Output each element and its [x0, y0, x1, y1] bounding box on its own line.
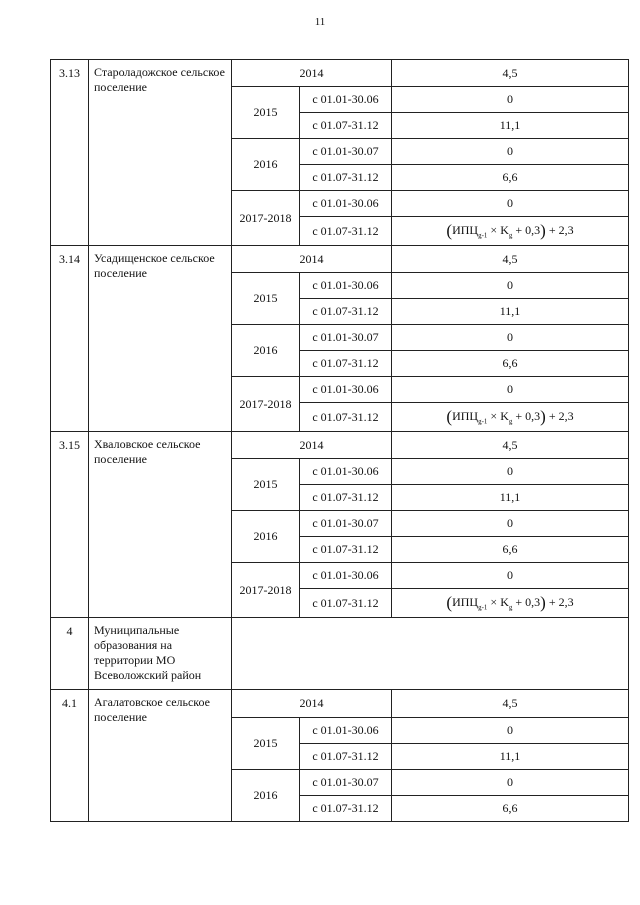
formula-times: × [487, 223, 501, 237]
period-cell: с 01.07-31.12 [300, 537, 392, 563]
group-name: Муниципальные образования на территории МО Всеволожский район [89, 618, 232, 690]
period-cell: с 01.01-30.06 [300, 459, 392, 485]
formula-cell [392, 403, 629, 432]
period-cell: с 01.01-30.06 [300, 377, 392, 403]
tariff-table [50, 59, 629, 822]
year-cell: 2016 [232, 511, 300, 563]
value-cell: 0 [392, 191, 629, 217]
formula [446, 221, 574, 240]
formula-k-subscript: g [508, 231, 513, 240]
formula [446, 407, 574, 426]
period-cell: с 01.01-30.06 [300, 191, 392, 217]
period-cell: с 01.01-30.06 [300, 718, 392, 744]
period-cell: с 01.07-31.12 [300, 403, 392, 432]
value-cell: 0 [392, 325, 629, 351]
formula-tail: + 2,3 [545, 223, 574, 237]
formula-ipc: ИПЦ [452, 223, 479, 237]
value-cell: 11,1 [392, 744, 629, 770]
formula [446, 593, 574, 612]
period-cell: с 01.07-31.12 [300, 217, 392, 246]
formula-k: K [500, 409, 509, 423]
formula-k: K [500, 223, 509, 237]
section-number: 4.1 [51, 690, 89, 822]
period-cell: с 01.01-30.07 [300, 139, 392, 165]
head-year: 2014 [232, 60, 392, 87]
value-cell: 0 [392, 459, 629, 485]
head-year: 2014 [232, 432, 392, 459]
value-cell: 11,1 [392, 485, 629, 511]
year-cell: 2017-2018 [232, 191, 300, 246]
formula-close-paren: ) [540, 221, 546, 240]
value-cell: 0 [392, 139, 629, 165]
period-cell: с 01.07-31.12 [300, 485, 392, 511]
page-number: 11 [314, 16, 326, 28]
section-head-row [51, 60, 629, 87]
section-name: Хваловское сельское поселение [89, 432, 232, 618]
section-name: Староладожское сельское поселение [89, 60, 232, 246]
formula-inner-plus: + 0,3 [512, 223, 541, 237]
value-cell: 0 [392, 87, 629, 113]
formula-cell [392, 217, 629, 246]
value-cell: 6,6 [392, 796, 629, 822]
period-cell: с 01.07-31.12 [300, 744, 392, 770]
formula-k: K [500, 595, 509, 609]
formula-times: × [487, 409, 501, 423]
value-cell: 6,6 [392, 537, 629, 563]
period-cell: с 01.01-30.07 [300, 770, 392, 796]
period-cell: с 01.01-30.06 [300, 87, 392, 113]
year-cell: 2015 [232, 273, 300, 325]
formula-ipc: ИПЦ [452, 595, 479, 609]
value-cell: 6,6 [392, 351, 629, 377]
year-cell: 2016 [232, 139, 300, 191]
year-cell: 2015 [232, 718, 300, 770]
value-cell: 11,1 [392, 113, 629, 139]
period-cell: с 01.01-30.06 [300, 273, 392, 299]
formula-inner-plus: + 0,3 [512, 409, 541, 423]
head-value: 4,5 [392, 60, 629, 87]
formula-tail: + 2,3 [545, 595, 574, 609]
value-cell: 0 [392, 511, 629, 537]
formula-times: × [487, 595, 501, 609]
section-number: 3.13 [51, 60, 89, 246]
year-cell: 2015 [232, 459, 300, 511]
period-cell: с 01.07-31.12 [300, 165, 392, 191]
formula-inner-plus: + 0,3 [512, 595, 541, 609]
formula-open-paren: ( [446, 593, 453, 612]
formula-ipc-subscript: g-1 [478, 231, 488, 240]
value-cell: 0 [392, 563, 629, 589]
formula-close-paren: ) [540, 407, 546, 426]
group-number: 4 [51, 618, 89, 690]
section-name: Агалатовское сельское поселение [89, 690, 232, 822]
period-cell: с 01.01-30.07 [300, 511, 392, 537]
head-value: 4,5 [392, 246, 629, 273]
value-cell: 11,1 [392, 299, 629, 325]
section-name: Усадищенское сельское поселение [89, 246, 232, 432]
year-cell: 2017-2018 [232, 377, 300, 432]
period-cell: с 01.07-31.12 [300, 351, 392, 377]
year-cell: 2016 [232, 325, 300, 377]
value-cell: 0 [392, 377, 629, 403]
group-header-row [51, 618, 629, 690]
head-value: 4,5 [392, 690, 629, 718]
year-cell: 2017-2018 [232, 563, 300, 618]
formula-close-paren: ) [540, 593, 546, 612]
year-cell: 2016 [232, 770, 300, 822]
period-cell: с 01.01-30.06 [300, 563, 392, 589]
group-empty-cell [232, 618, 629, 690]
formula-ipc: ИПЦ [452, 409, 479, 423]
period-cell: с 01.07-31.12 [300, 299, 392, 325]
formula-ipc-subscript: g-1 [478, 417, 488, 426]
section-number: 3.15 [51, 432, 89, 618]
formula-open-paren: ( [446, 407, 453, 426]
year-cell: 2015 [232, 87, 300, 139]
formula-tail: + 2,3 [545, 409, 574, 423]
value-cell: 6,6 [392, 165, 629, 191]
value-cell: 0 [392, 770, 629, 796]
period-cell: с 01.07-31.12 [300, 113, 392, 139]
section-number: 3.14 [51, 246, 89, 432]
head-value: 4,5 [392, 432, 629, 459]
value-cell: 0 [392, 273, 629, 299]
period-cell: с 01.01-30.07 [300, 325, 392, 351]
period-cell: с 01.07-31.12 [300, 589, 392, 618]
formula-k-subscript: g [508, 603, 513, 612]
formula-ipc-subscript: g-1 [478, 603, 488, 612]
section-head-row [51, 432, 629, 459]
section-head-row [51, 246, 629, 273]
formula-cell [392, 589, 629, 618]
head-year: 2014 [232, 246, 392, 273]
value-cell: 0 [392, 718, 629, 744]
formula-k-subscript: g [508, 417, 513, 426]
period-cell: с 01.07-31.12 [300, 796, 392, 822]
section-head-row [51, 690, 629, 718]
head-year: 2014 [232, 690, 392, 718]
formula-open-paren: ( [446, 221, 453, 240]
